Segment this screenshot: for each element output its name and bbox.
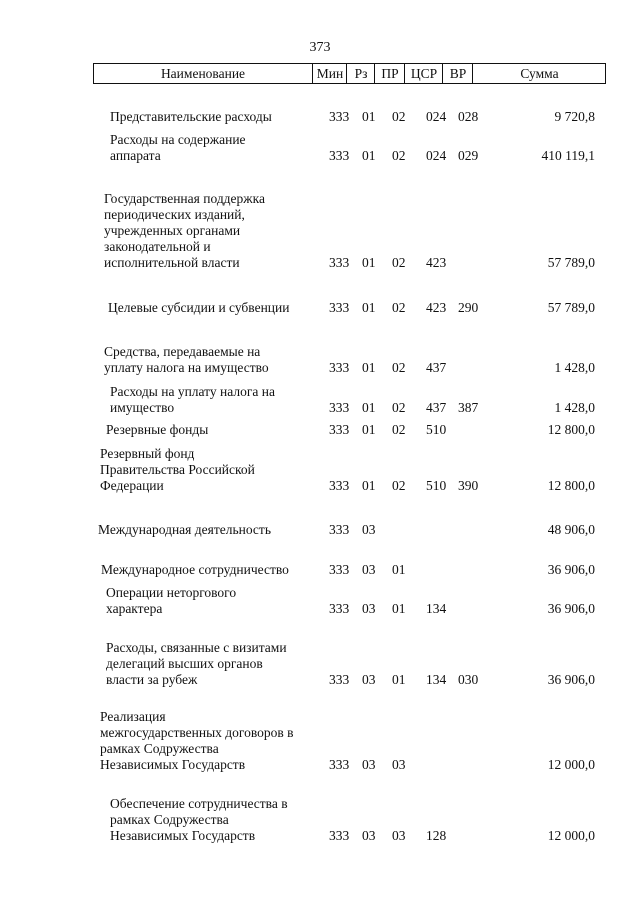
row-sum: 12 000,0 [547, 828, 595, 843]
row-rz: 03 [362, 522, 376, 537]
row-min: 333 [329, 601, 350, 616]
row-sum: 12 800,0 [547, 478, 595, 493]
row-min: 333 [329, 522, 350, 537]
row-sum: 57 789,0 [547, 300, 595, 315]
row-pr: 02 [392, 478, 406, 493]
row-name: Резервный фонд Правительства Российской Федерации [100, 446, 255, 493]
row-rz: 01 [362, 300, 376, 315]
row-rz: 01 [362, 109, 376, 124]
header-rz: Рз [346, 64, 375, 83]
row-name: Целевые субсидии и субвенции [108, 300, 290, 315]
row-name: Средства, передаваемые на уплату налога на имущество [104, 344, 269, 375]
row-rz: 01 [362, 400, 376, 415]
row-sum: 9 720,8 [554, 109, 595, 124]
row-rz: 03 [362, 562, 376, 577]
row-csr: 024 [426, 148, 447, 163]
row-vr: 028 [458, 109, 479, 124]
page-number: 373 [309, 40, 331, 55]
row-csr: 510 [426, 422, 447, 437]
row-rz: 03 [362, 601, 376, 616]
row-name: Резервные фонды [106, 422, 209, 437]
row-pr: 02 [392, 148, 406, 163]
row-vr: 290 [458, 300, 479, 315]
row-min: 333 [329, 109, 350, 124]
row-sum: 36 906,0 [547, 601, 595, 616]
row-pr: 02 [392, 360, 406, 375]
row-sum: 57 789,0 [547, 255, 595, 270]
row-vr: 390 [458, 478, 479, 493]
row-pr: 02 [392, 255, 406, 270]
row-pr: 03 [392, 828, 406, 843]
row-vr: 387 [458, 400, 479, 415]
row-name: Реализация межгосударственных договоров в рамках Содружества Независимых Государств [100, 709, 294, 772]
row-sum: 36 906,0 [547, 562, 595, 577]
row-pr: 02 [392, 400, 406, 415]
row-min: 333 [329, 828, 350, 843]
row-min: 333 [329, 400, 350, 415]
row-vr: 029 [458, 148, 479, 163]
row-sum: 12 800,0 [547, 422, 595, 437]
row-pr: 02 [392, 109, 406, 124]
row-rz: 01 [362, 148, 376, 163]
row-csr: 128 [426, 828, 447, 843]
row-name: Международное сотрудничество [101, 562, 289, 577]
row-pr: 02 [392, 422, 406, 437]
row-csr: 134 [426, 672, 447, 687]
row-rz: 03 [362, 672, 376, 687]
row-rz: 03 [362, 828, 376, 843]
row-min: 333 [329, 255, 350, 270]
row-name: Представительские расходы [110, 109, 272, 124]
row-rz: 01 [362, 255, 376, 270]
row-name: Расходы на содержание аппарата [110, 132, 246, 163]
row-rz: 01 [362, 478, 376, 493]
header-csr: ЦСР [404, 64, 443, 83]
row-min: 333 [329, 562, 350, 577]
row-csr: 423 [426, 300, 447, 315]
row-name: Обеспечение сотрудничества в рамках Содружества Независимых Государств [110, 796, 288, 843]
row-rz: 01 [362, 422, 376, 437]
header-name: Наименование [160, 66, 246, 81]
row-csr: 423 [426, 255, 447, 270]
header-pr: ПР [374, 64, 405, 83]
row-min: 333 [329, 300, 350, 315]
row-csr: 437 [426, 360, 447, 375]
row-min: 333 [329, 360, 350, 375]
row-min: 333 [329, 478, 350, 493]
row-min: 333 [329, 148, 350, 163]
row-sum: 36 906,0 [547, 672, 595, 687]
header-sum: Сумма [472, 64, 606, 83]
row-sum: 1 428,0 [554, 400, 595, 415]
row-min: 333 [329, 672, 350, 687]
row-csr: 024 [426, 109, 447, 124]
table-header [93, 63, 606, 84]
row-pr: 02 [392, 300, 406, 315]
row-sum: 12 000,0 [547, 757, 595, 772]
row-min: 333 [329, 757, 350, 772]
row-name: Расходы, связанные с визитами делегаций высших органов власти за рубеж [106, 640, 287, 687]
row-pr: 01 [392, 562, 406, 577]
row-pr: 01 [392, 601, 406, 616]
row-csr: 134 [426, 601, 447, 616]
row-rz: 01 [362, 360, 376, 375]
row-vr: 030 [458, 672, 479, 687]
row-name: Операции неторгового характера [106, 585, 237, 616]
row-sum: 410 119,1 [541, 148, 595, 163]
row-sum: 1 428,0 [554, 360, 595, 375]
row-min: 333 [329, 422, 350, 437]
row-sum: 48 906,0 [547, 522, 595, 537]
row-pr: 03 [392, 757, 406, 772]
row-name: Государственная поддержка периодических изданий, учрежденных органами законодательной и исполнительной власти [104, 191, 265, 270]
row-csr: 437 [426, 400, 447, 415]
header-min: Мин [312, 64, 347, 83]
row-pr: 01 [392, 672, 406, 687]
header-vr: ВР [442, 64, 473, 83]
row-rz: 03 [362, 757, 376, 772]
row-name: Международная деятельность [98, 522, 271, 537]
row-name: Расходы на уплату налога на имущество [110, 384, 275, 415]
row-csr: 510 [426, 478, 447, 493]
